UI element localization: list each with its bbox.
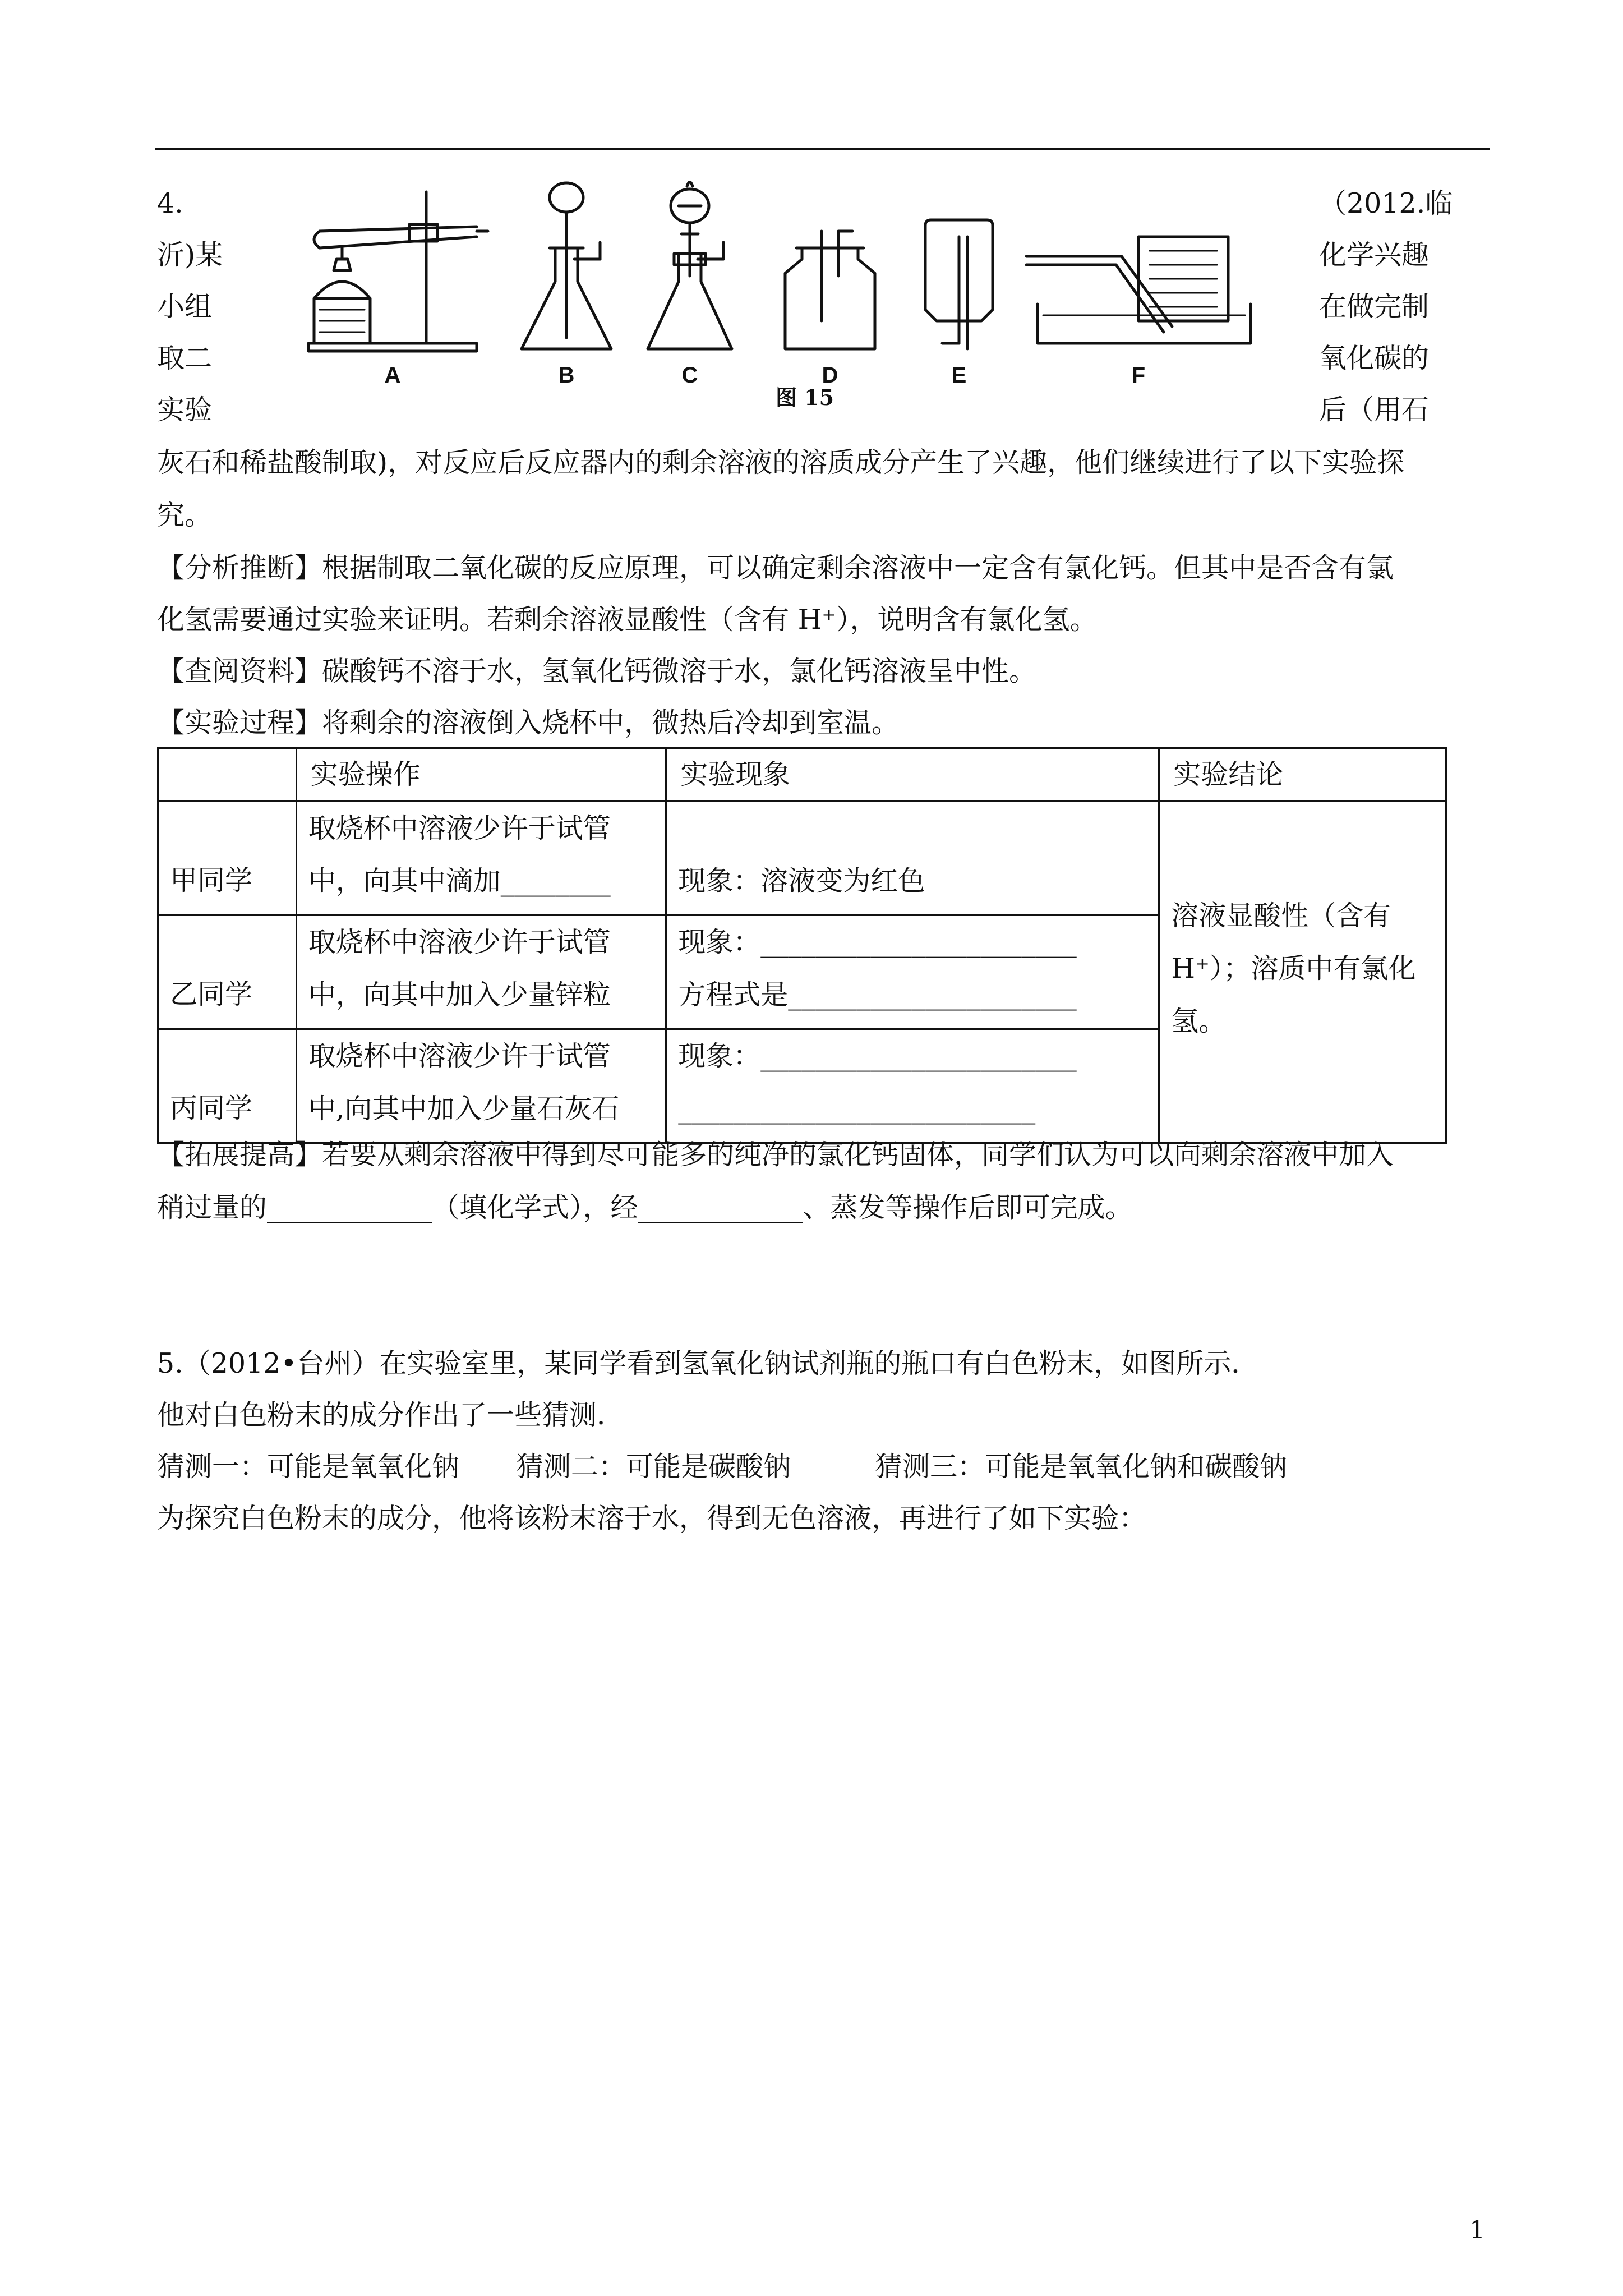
q4-right-2: 化学兴趣 <box>1319 239 1430 271</box>
q4-lookup: 【查阅资料】碳酸钙不溶于水，氢氧化钙微溶于水，氯化钙溶液呈中性。 <box>157 655 1037 687</box>
apparatus-c-icon <box>648 182 732 349</box>
header-operation: 实验操作 <box>296 748 666 802</box>
apparatus-f-icon <box>1026 237 1251 343</box>
apparatus-a-icon <box>308 192 488 351</box>
q4-right-3: 在做完制 <box>1319 291 1430 323</box>
q4-extend-2: 稍过量的____________（填化学式），经____________、蒸发等操作后即可完成。 <box>157 1191 1133 1223</box>
q5-guess-2: 猜测二：可能是碳酸钠 <box>516 1451 791 1483</box>
phenomenon-cell: 现象：_______________________ __________________________ <box>666 1029 1159 1143</box>
q4-extend-1: 【拓展提高】若要从剩余溶液中得到尽可能多的纯净的氯化钙固体，同学们认为可以向剩余溶液中加入 <box>157 1139 1394 1171</box>
conclusion-cell: 溶液显酸性（含有 H⁺）；溶质中有氯化 氢。 <box>1159 802 1446 1143</box>
q5-guess-3: 猜测三：可能是氧氧化钠和碳酸钠 <box>875 1451 1288 1483</box>
q4-left-3: 取二 <box>157 342 213 374</box>
q5-line-4: 为探究白色粉末的成分，他将该粉末溶于水，得到无色溶液，再进行了如下实验： <box>157 1502 1147 1534</box>
experiment-table <box>157 747 1447 1144</box>
figure-label-c: C <box>681 363 698 388</box>
operation-cell: 取烧杯中溶液少许于试管 中，向其中加入少量锌粒 <box>296 915 666 1029</box>
phenomenon-cell: 现象：溶液变为红色 <box>666 802 1159 915</box>
apparatus-e-icon <box>925 220 993 349</box>
page-number: 1 <box>1469 2216 1485 2244</box>
figure-label-a: A <box>384 363 401 388</box>
header-phenomenon: 实验现象 <box>666 748 1159 802</box>
phenomenon-cell: 现象：_______________________ 方程式是_____________________ <box>666 915 1159 1029</box>
figure-caption: 图 15 <box>775 385 834 410</box>
apparatus-figure <box>297 175 1273 411</box>
figure-label-d: D <box>822 363 838 388</box>
q5-line-1: 5.（2012•台州）在实验室里，某同学看到氢氧化钠试剂瓶的瓶口有白色粉末，如图所示． <box>157 1347 1259 1379</box>
figure-label-f: F <box>1131 363 1146 388</box>
operation-cell: 取烧杯中溶液少许于试管 中,向其中加入少量石灰石 <box>296 1029 666 1143</box>
q4-cont-2: 究。 <box>157 499 213 531</box>
q4-right-5: 后（用石 <box>1319 394 1430 426</box>
header-conclusion: 实验结论 <box>1159 748 1446 802</box>
q4-left-2: 小组 <box>157 291 213 323</box>
figure-label-b: B <box>558 363 575 388</box>
q4-analysis-1: 【分析推断】根据制取二氧化碳的反应原理，可以确定剩余溶液中一定含有氯化钙。但其中是否含有氯 <box>157 552 1394 584</box>
apparatus-b-icon <box>522 183 611 349</box>
q4-cont-1: 灰石和稀盐酸制取)，对反应后反应器内的剩余溶液的溶质成分产生了兴趣，他们继续进行了以下实验探 <box>157 447 1405 478</box>
q4-process: 【实验过程】将剩余的溶液倒入烧杯中，微热后冷却到室温。 <box>157 707 900 739</box>
q4-right-4: 氧化碳的 <box>1319 342 1430 374</box>
apparatus-d-icon <box>785 231 875 349</box>
header-rule <box>155 148 1490 150</box>
q4-number: 4. <box>157 187 183 219</box>
student-cell: 丙同学 <box>158 1029 297 1143</box>
student-cell: 甲同学 <box>158 802 297 915</box>
q5-line-2: 他对白色粉末的成分作出了一些猜测． <box>157 1399 625 1431</box>
table-row <box>158 802 1446 915</box>
student-cell: 乙同学 <box>158 915 297 1029</box>
q4-right-1: （2012.临 <box>1319 187 1453 219</box>
header-blank <box>158 748 297 802</box>
figure-label-e: E <box>951 363 967 388</box>
q4-left-4: 实验 <box>157 394 213 426</box>
q5-guess-1: 猜测一：可能是氧氧化钠 <box>157 1451 460 1483</box>
table-header-row <box>158 748 1446 802</box>
operation-cell: 取烧杯中溶液少许于试管 中，向其中滴加________ <box>296 802 666 915</box>
q4-analysis-2: 化氢需要通过实验来证明。若剩余溶液显酸性（含有 H⁺），说明含有氯化氢。 <box>157 604 1098 636</box>
q4-left-1: 沂)某 <box>157 239 223 271</box>
